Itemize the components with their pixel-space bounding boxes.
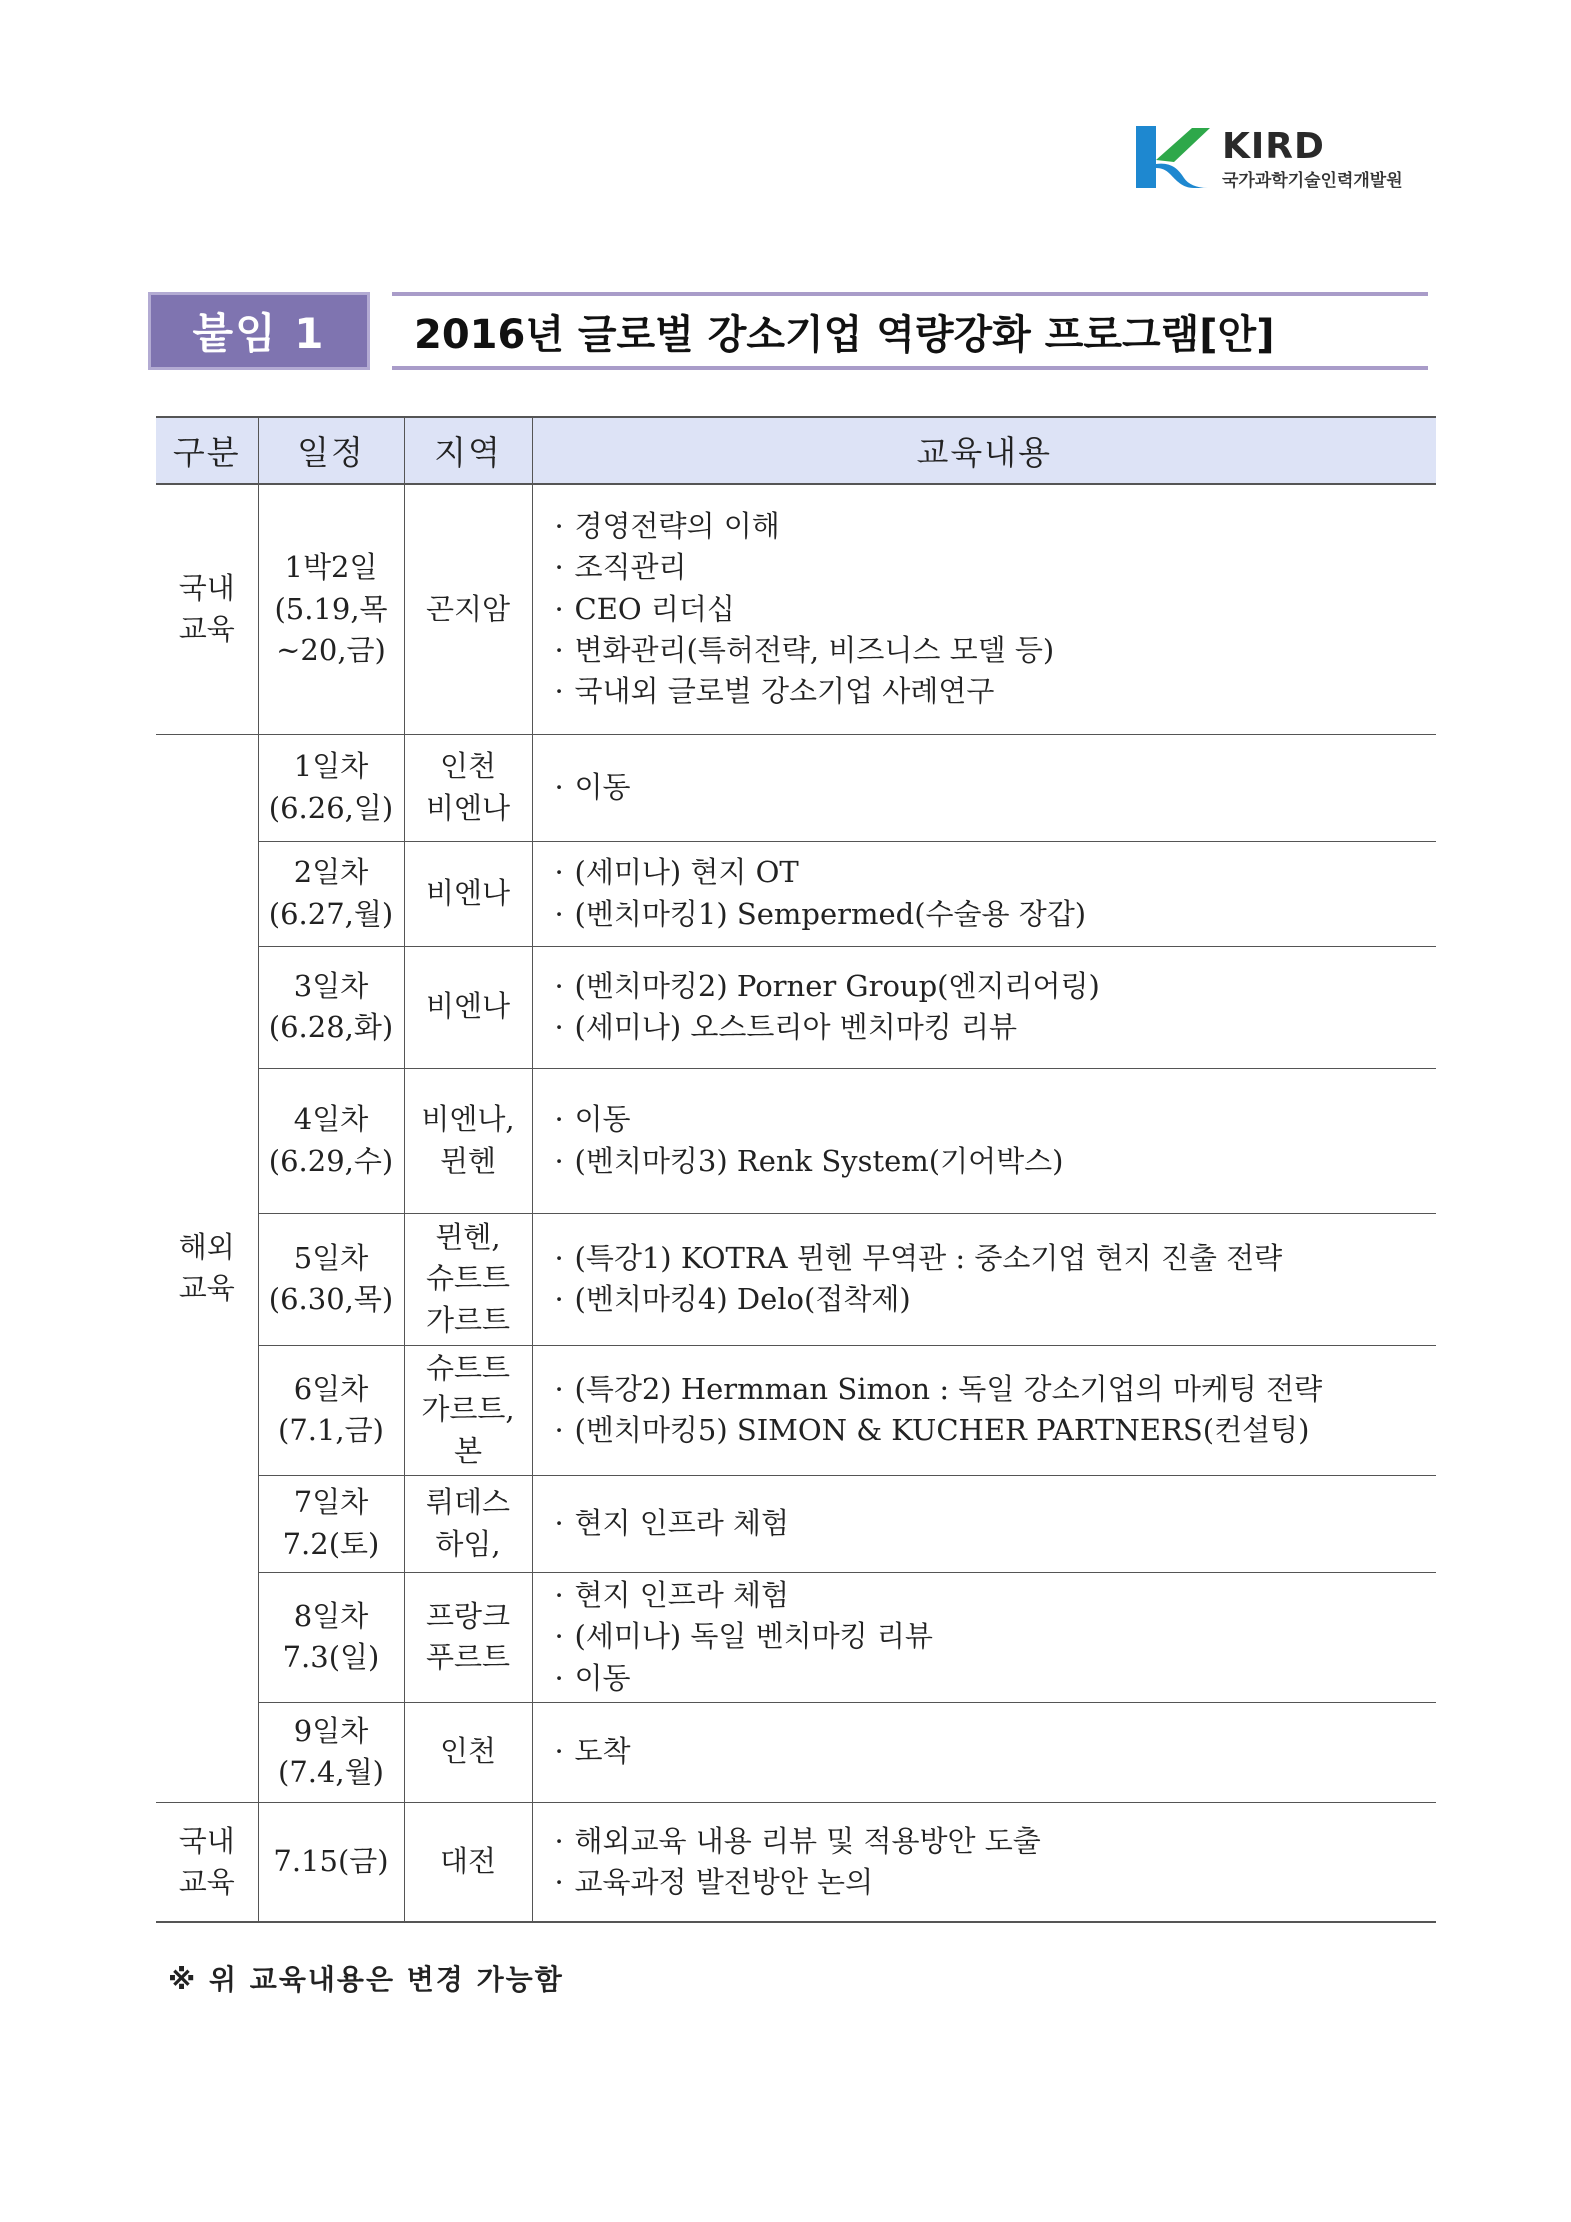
bullet-icon: · xyxy=(554,769,564,804)
bullet-icon: · xyxy=(554,1660,564,1695)
category-label: 해외 교육 xyxy=(178,1229,235,1305)
region-cell xyxy=(404,1213,532,1345)
content-cell-line xyxy=(555,1821,1437,1862)
content-cell-line xyxy=(555,1099,1437,1140)
content-cell-line xyxy=(555,671,1437,712)
content-cell xyxy=(532,1345,1436,1475)
table-row xyxy=(156,1345,1436,1475)
schedule-cell xyxy=(258,1572,404,1702)
content-text: 현지 인프라 체험 xyxy=(574,1505,790,1540)
content-cell xyxy=(532,946,1436,1068)
content-cell-line xyxy=(555,589,1437,630)
content-text: 이동 xyxy=(574,1660,631,1695)
table-row xyxy=(156,1702,1436,1802)
bullet-icon: · xyxy=(554,968,564,1003)
schedule-cell-line: 4일차 xyxy=(293,1102,369,1137)
content-text: (세미나) 오스트리아 벤치마킹 리뷰 xyxy=(574,1010,1017,1044)
schedule-cell-line: (6.28,화) xyxy=(268,1010,394,1044)
content-text: 도착 xyxy=(574,1734,631,1769)
content-text: CEO 리더십 xyxy=(574,591,735,626)
region-cell-line: 비엔나 xyxy=(425,875,511,910)
content-cell-line xyxy=(555,966,1437,1007)
schedule-cell-line: (6.29,수) xyxy=(268,1143,394,1178)
schedule-cell-line: (7.1,금) xyxy=(278,1413,384,1447)
content-text: 변화관리(특허전략, 비즈니스 모델 등) xyxy=(574,632,1055,667)
content-cell-line xyxy=(555,1658,1437,1699)
region-cell-line: 가르트 xyxy=(425,1302,511,1337)
content-cell-line xyxy=(555,894,1437,935)
schedule-cell-line: 2일차 xyxy=(293,855,369,890)
table-row xyxy=(156,734,1436,841)
schedule-cell xyxy=(258,1068,404,1213)
schedule-cell-line: (6.26,일) xyxy=(268,790,394,825)
content-cell-line xyxy=(555,1279,1437,1320)
schedule-cell-line: 7.3(일) xyxy=(282,1640,380,1674)
bullet-icon: · xyxy=(554,550,564,585)
region-cell xyxy=(404,484,532,734)
region-cell xyxy=(404,1475,532,1572)
category-label: 국내 교육 xyxy=(178,1823,235,1899)
bullet-icon: · xyxy=(554,1282,564,1316)
content-cell xyxy=(532,734,1436,841)
content-text: (세미나) 독일 벤치마킹 리뷰 xyxy=(574,1619,933,1654)
content-cell-line xyxy=(555,1862,1437,1903)
schedule-cell-line: ~20,금) xyxy=(276,632,386,667)
logo-name: KIRD xyxy=(1222,126,1325,167)
bullet-icon: · xyxy=(554,674,564,708)
schedule-cell-line: 9일차 xyxy=(293,1713,369,1748)
content-text: (벤치마킹2) Porner Group(엔지리어링) xyxy=(574,968,1100,1003)
region-cell-line: 뮌헨, xyxy=(435,1220,501,1255)
content-cell-line xyxy=(555,852,1437,893)
schedule-cell xyxy=(258,841,404,946)
content-cell-line xyxy=(555,767,1437,808)
page-title: 2016년 글로벌 강소기업 역량강화 프로그램[안] xyxy=(392,292,1428,370)
region-cell-line: 푸르트 xyxy=(425,1640,511,1674)
column-header-region: 지역 xyxy=(404,417,532,484)
footnote: ※ 위 교육내용은 변경 가능함 xyxy=(168,1963,564,1996)
bullet-icon: · xyxy=(554,855,564,890)
content-cell-line xyxy=(555,1503,1437,1544)
schedule-cell-line: 8일차 xyxy=(293,1598,369,1633)
category-cell xyxy=(156,484,258,734)
region-cell-line: 하임, xyxy=(435,1526,501,1561)
schedule-cell xyxy=(258,1213,404,1345)
bullet-icon: · xyxy=(554,1823,564,1858)
region-cell-line: 본 xyxy=(453,1433,482,1468)
schedule-cell-line: (6.27,월) xyxy=(268,896,394,931)
table-row xyxy=(156,1802,1436,1922)
attachment-badge: 붙임 1 xyxy=(148,292,370,370)
content-text: (특강1) KOTRA 뮌헨 무역관 : 중소기업 현지 진출 전략 xyxy=(574,1240,1283,1275)
schedule-cell xyxy=(258,1802,404,1922)
schedule-cell xyxy=(258,1475,404,1572)
content-cell-line xyxy=(555,506,1437,547)
kird-logo-icon xyxy=(1130,122,1214,192)
content-cell xyxy=(532,1068,1436,1213)
region-cell xyxy=(404,1345,532,1475)
schedule-cell xyxy=(258,734,404,841)
logo-subtitle: 국가과학기술인력개발원 xyxy=(1222,171,1403,191)
schedule-cell xyxy=(258,946,404,1068)
program-schedule-table xyxy=(156,416,1436,1923)
content-cell-line xyxy=(555,1369,1437,1410)
schedule-cell-line: 7.2(토) xyxy=(282,1526,380,1561)
region-cell-line: 가르트, xyxy=(421,1392,515,1427)
bullet-icon: · xyxy=(554,1240,564,1275)
schedule-cell-line: (5.19,목 xyxy=(274,591,388,626)
schedule-cell xyxy=(258,1702,404,1802)
content-text: 이동 xyxy=(574,769,631,804)
content-cell-line xyxy=(555,547,1437,588)
region-cell-line: 비엔나, xyxy=(421,1102,515,1137)
bullet-icon: · xyxy=(554,1864,564,1899)
table-row xyxy=(156,1475,1436,1572)
schedule-cell-line: (6.30,목) xyxy=(268,1282,394,1316)
bullet-icon: · xyxy=(554,1143,564,1178)
content-text: 경영전략의 이해 xyxy=(574,509,780,544)
region-cell xyxy=(404,1572,532,1702)
content-text: 현지 인프라 체험 xyxy=(574,1578,790,1613)
content-text: 교육과정 발전방안 논의 xyxy=(574,1864,874,1899)
content-text: 해외교육 내용 리뷰 및 적용방안 도출 xyxy=(574,1823,1041,1858)
content-cell-line xyxy=(555,1410,1437,1451)
schedule-cell-line: 5일차 xyxy=(293,1240,369,1275)
table-header-row xyxy=(156,417,1436,484)
content-text: (세미나) 현지 OT xyxy=(574,855,799,890)
region-cell-line: 대전 xyxy=(439,1844,497,1879)
schedule-cell-line: 7일차 xyxy=(293,1485,369,1520)
region-cell xyxy=(404,1702,532,1802)
schedule-cell xyxy=(258,484,404,734)
region-cell-line: 인천 xyxy=(439,1734,497,1769)
bullet-icon: · xyxy=(554,1371,564,1406)
content-cell-line xyxy=(555,1575,1437,1616)
bullet-icon: · xyxy=(554,1505,564,1540)
content-cell-line xyxy=(555,1238,1437,1279)
region-cell-line: 인천 xyxy=(439,749,497,784)
content-cell xyxy=(532,484,1436,734)
region-cell-line: 슈트트 xyxy=(425,1261,511,1296)
content-text: (벤치마킹1) Sempermed(수술용 장갑) xyxy=(574,896,1087,931)
region-cell xyxy=(404,946,532,1068)
table-row xyxy=(156,484,1436,734)
bullet-icon: · xyxy=(554,1102,564,1137)
table-row xyxy=(156,1068,1436,1213)
region-cell-line: 곤지암 xyxy=(425,591,511,626)
region-cell-line: 슈트트 xyxy=(425,1351,511,1386)
content-text: 조직관리 xyxy=(574,550,687,585)
content-text: 이동 xyxy=(574,1102,631,1137)
category-cell xyxy=(156,734,258,1802)
bullet-icon: · xyxy=(554,632,564,667)
content-cell xyxy=(532,1213,1436,1345)
schedule-cell-line: 1박2일 xyxy=(284,550,378,585)
bullet-icon: · xyxy=(554,509,564,544)
content-text: 국내외 글로벌 강소기업 사례연구 xyxy=(574,674,995,708)
column-header-content: 교육내용 xyxy=(532,417,1436,484)
bullet-icon: · xyxy=(554,1578,564,1613)
region-cell xyxy=(404,1068,532,1213)
table-row xyxy=(156,1572,1436,1702)
bullet-icon: · xyxy=(554,591,564,626)
bullet-icon: · xyxy=(554,1619,564,1654)
region-cell xyxy=(404,734,532,841)
content-cell xyxy=(532,841,1436,946)
schedule-cell xyxy=(258,1345,404,1475)
content-cell xyxy=(532,1802,1436,1922)
schedule-cell-line: 6일차 xyxy=(293,1371,369,1406)
content-cell-line xyxy=(555,1616,1437,1657)
region-cell xyxy=(404,1802,532,1922)
content-text: (특강2) Hermman Simon : 독일 강소기업의 마케팅 전략 xyxy=(574,1371,1323,1406)
region-cell-line: 뤼데스 xyxy=(425,1485,511,1520)
content-cell xyxy=(532,1572,1436,1702)
table-row xyxy=(156,1213,1436,1345)
content-cell-line xyxy=(555,1731,1437,1772)
region-cell xyxy=(404,841,532,946)
bullet-icon: · xyxy=(554,1413,564,1447)
content-cell-line xyxy=(555,630,1437,671)
content-cell xyxy=(532,1702,1436,1802)
bullet-icon: · xyxy=(554,1010,564,1044)
region-cell-line: 비엔나 xyxy=(425,989,511,1024)
kird-logo xyxy=(1130,122,1430,192)
table-row xyxy=(156,946,1436,1068)
schedule-cell-line: 7.15(금) xyxy=(273,1844,389,1879)
category-cell xyxy=(156,1802,258,1922)
content-text: (벤치마킹5) SIMON & KUCHER PARTNERS(컨설팅) xyxy=(574,1413,1310,1447)
content-cell-line xyxy=(555,1141,1437,1182)
column-header-schedule: 일정 xyxy=(258,417,404,484)
region-cell-line: 비엔나 xyxy=(425,790,511,825)
schedule-cell-line: 3일차 xyxy=(293,968,369,1003)
bullet-icon: · xyxy=(554,896,564,931)
schedule-cell-line: 1일차 xyxy=(293,749,369,784)
schedule-cell-line: (7.4,월) xyxy=(278,1755,384,1789)
bullet-icon: · xyxy=(554,1734,564,1769)
column-header-category: 구분 xyxy=(156,417,258,484)
content-cell xyxy=(532,1475,1436,1572)
content-text: (벤치마킹4) Delo(접착제) xyxy=(574,1282,911,1316)
region-cell-line: 프랑크 xyxy=(425,1598,511,1633)
region-cell-line: 뮌헨 xyxy=(439,1143,497,1178)
category-label: 국내 교육 xyxy=(178,571,235,647)
table-row xyxy=(156,841,1436,946)
content-text: (벤치마킹3) Renk System(기어박스) xyxy=(574,1143,1064,1178)
content-cell-line xyxy=(555,1007,1437,1048)
